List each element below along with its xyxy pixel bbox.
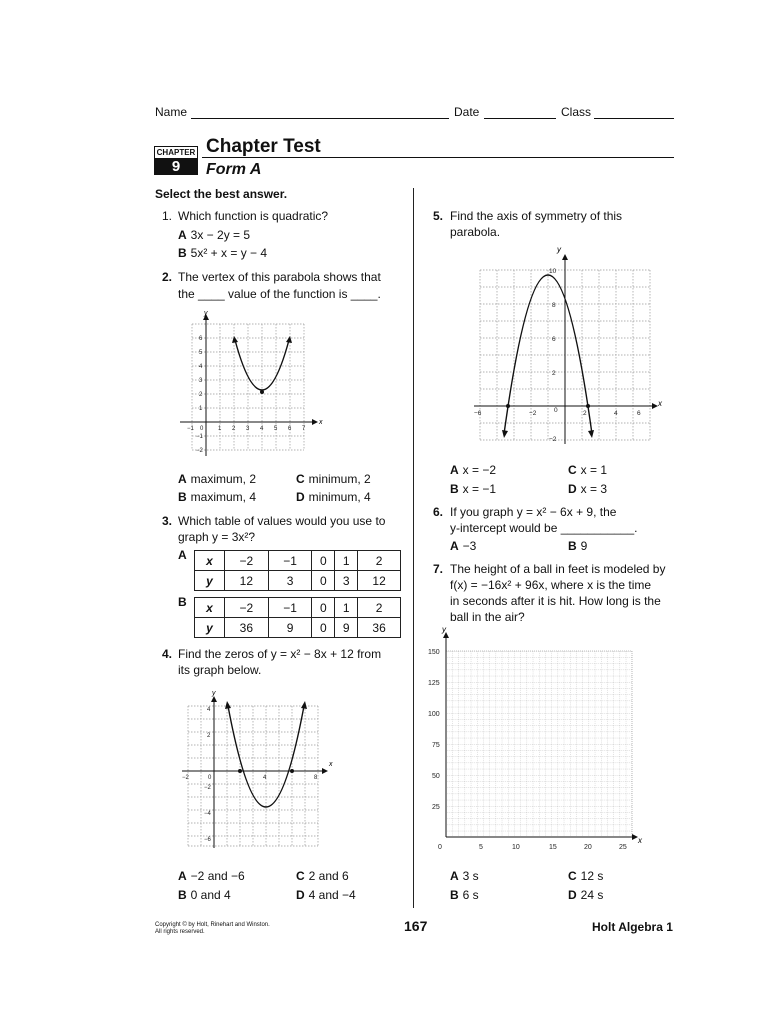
- q7-option-a[interactable]: [450, 868, 479, 884]
- q4-y-tick: 2: [207, 733, 211, 739]
- q7-x-axis-label: x: [638, 836, 642, 845]
- q4-y-tick: −4: [204, 811, 211, 817]
- option-text: −2 and −6: [190, 869, 245, 883]
- q2-y-tick: 4: [199, 364, 203, 370]
- q4-text-line1: Find the zeros of y = x² − 8x + 12 from: [178, 647, 382, 661]
- page-title: Chapter Test: [206, 136, 321, 157]
- q7-option-b[interactable]: [450, 887, 479, 903]
- option-letter: A: [178, 228, 187, 242]
- q5-y-axis-label: y: [557, 245, 561, 254]
- date-field[interactable]: [484, 104, 556, 119]
- option-text: minimum, 4: [308, 490, 371, 504]
- class-label: Class: [561, 105, 592, 119]
- q5-option-d[interactable]: [568, 481, 607, 497]
- table-cell: −2: [225, 598, 269, 618]
- table-cell: −1: [268, 551, 312, 571]
- copyright-line1: Copyright © by Holt, Rinehart and Winston.: [155, 922, 270, 928]
- q4-option-b[interactable]: [178, 887, 231, 903]
- q2-y-tick: 1: [199, 406, 203, 412]
- table-cell: 0: [312, 551, 335, 571]
- q5-y-tick: 2: [552, 370, 556, 377]
- q2-option-d[interactable]: [296, 489, 371, 505]
- q2-option-b[interactable]: [178, 489, 256, 505]
- q7-x-tick: 10: [512, 844, 520, 851]
- book-title: Holt Algebra 1: [592, 920, 673, 934]
- q4-x-tick: 8: [314, 775, 318, 781]
- q7-option-c[interactable]: [568, 868, 603, 884]
- table-header-cell: x: [195, 551, 225, 571]
- q5-y-tick: 10: [549, 268, 557, 275]
- table-cell: 9: [268, 618, 312, 638]
- q4-zero-point: [238, 769, 242, 773]
- table-header-cell: y: [195, 571, 225, 591]
- table-cell: 0: [312, 598, 335, 618]
- q7-y-tick: 75: [432, 742, 440, 749]
- option-text: 12 s: [580, 869, 604, 883]
- q5-y-tick: 8: [552, 302, 556, 309]
- option-text: 3 s: [462, 869, 479, 883]
- table-cell: 2: [358, 551, 401, 571]
- q7-text-line2: f(x) = −16x² + 96x, where x is the time: [450, 578, 652, 592]
- page-number: 167: [404, 918, 428, 934]
- table-header-cell: x: [195, 598, 225, 618]
- q3-number: 3.: [162, 514, 173, 528]
- q5-option-c[interactable]: [568, 462, 607, 478]
- table-cell: 0: [312, 571, 335, 591]
- q6-text-line2: y-intercept would be ___________.: [450, 521, 638, 535]
- option-text: 6 s: [462, 888, 479, 902]
- q4-x-tick: −2: [182, 775, 189, 781]
- q7-y-tick: 25: [432, 804, 440, 811]
- table-cell: 36: [225, 618, 269, 638]
- option-text: maximum, 4: [190, 490, 257, 504]
- option-text: −3: [462, 539, 477, 553]
- date-label: Date: [454, 105, 480, 119]
- q4-x-axis-label: x: [329, 761, 333, 768]
- q4-option-d[interactable]: [296, 887, 356, 903]
- q2-y-tick: 5: [199, 350, 203, 356]
- q7-y-axis-label: y: [442, 625, 446, 634]
- q2-text-line2: the ____ value of the function is ____.: [178, 287, 381, 301]
- table-cell: 1: [335, 551, 358, 571]
- q5-text-line2: parabola.: [450, 225, 501, 239]
- q4-zero-point: [290, 769, 294, 773]
- option-letter: C: [568, 463, 577, 477]
- table-cell: 2: [358, 598, 401, 618]
- q2-number: 2.: [162, 270, 173, 284]
- q6-number: 6.: [433, 505, 444, 519]
- chapter-number-badge: 9: [154, 158, 198, 175]
- option-letter: C: [296, 869, 305, 883]
- table-cell: −1: [268, 598, 312, 618]
- option-letter: A: [178, 472, 187, 486]
- q2-y-tick: 6: [199, 336, 203, 342]
- q4-y-tick: −6: [204, 837, 211, 843]
- q5-x-tick: 0: [554, 407, 558, 414]
- table-row: [195, 571, 401, 591]
- q5-option-b[interactable]: [450, 481, 496, 497]
- q3-table-a-letter[interactable]: A: [178, 548, 187, 562]
- q1-option-a[interactable]: [178, 227, 250, 243]
- q7-x-tick: 5: [479, 844, 483, 851]
- form-subtitle: Form A: [206, 161, 262, 178]
- table-header-cell: y: [195, 618, 225, 638]
- option-text: 4 and −4: [308, 888, 356, 902]
- title-rule: [202, 157, 674, 158]
- q2-vertex-point: [260, 390, 264, 394]
- q5-option-a[interactable]: [450, 462, 496, 478]
- table-cell: 1: [335, 598, 358, 618]
- option-letter: C: [296, 472, 305, 486]
- q5-x-tick: 2: [583, 410, 587, 417]
- class-field[interactable]: [594, 104, 674, 119]
- q7-x-tick: 20: [584, 844, 592, 851]
- option-letter: B: [178, 490, 187, 504]
- q4-y-tick: 4: [207, 707, 211, 713]
- option-text: x = 1: [580, 463, 608, 477]
- option-text: minimum, 2: [308, 472, 371, 486]
- instructions: Select the best answer.: [155, 187, 288, 201]
- q5-x-tick: −6: [474, 410, 482, 417]
- q3-text-line2: graph y = 3x²?: [178, 530, 256, 544]
- q7-text-line4: ball in the air?: [450, 610, 525, 624]
- q4-y-tick: −2: [204, 785, 211, 791]
- option-text: 24 s: [580, 888, 604, 902]
- column-divider: [413, 188, 414, 908]
- q2-text-line1: The vertex of this parabola shows that: [178, 270, 381, 284]
- q2-x-tick: 2: [232, 426, 236, 432]
- q5-zero-point: [586, 404, 590, 408]
- option-text: x = −2: [462, 463, 497, 477]
- q7-grid: [420, 620, 660, 856]
- table-row: [195, 598, 401, 618]
- option-letter: B: [568, 539, 577, 553]
- q7-option-d[interactable]: [568, 887, 603, 903]
- table-row: [195, 551, 401, 571]
- q3-table-a[interactable]: [194, 550, 401, 591]
- option-text: 2 and 6: [308, 869, 349, 883]
- q2-x-tick: 4: [260, 426, 264, 432]
- q4-y-axis-label: y: [212, 690, 216, 697]
- q7-number: 7.: [433, 562, 444, 576]
- q5-x-axis-label: x: [658, 399, 662, 408]
- q7-y-tick: 150: [428, 649, 440, 656]
- option-letter: D: [568, 482, 577, 496]
- q2-y-tick: −2: [196, 448, 203, 454]
- option-letter: B: [178, 246, 187, 260]
- q2-x-tick: 1: [218, 426, 222, 432]
- table-cell: 12: [358, 571, 401, 591]
- q7-text-line3: in seconds after it is hit. How long is the: [450, 594, 661, 608]
- q4-text-line2: its graph below.: [178, 663, 262, 677]
- q5-text-line1: Find the axis of symmetry of this: [450, 209, 623, 223]
- q5-number: 5.: [433, 209, 444, 223]
- option-text: 0 and 4: [190, 888, 231, 902]
- q4-graph: [178, 686, 338, 852]
- q4-option-c[interactable]: [296, 868, 349, 884]
- name-field[interactable]: [191, 104, 449, 119]
- q3-text-line1: Which table of values would you use to: [178, 514, 386, 528]
- table-cell: 12: [225, 571, 269, 591]
- q6-option-b[interactable]: [568, 538, 587, 554]
- q3-table-b-letter[interactable]: B: [178, 595, 187, 609]
- q1-text: Which function is quadratic?: [178, 209, 329, 223]
- q2-y-axis-label: y: [204, 310, 208, 317]
- q7-y-tick: 100: [428, 711, 440, 718]
- option-letter: C: [568, 869, 577, 883]
- table-cell: 9: [335, 618, 358, 638]
- copyright-line2: All rights reserved.: [155, 929, 205, 935]
- q2-y-tick: 3: [199, 378, 203, 384]
- option-text: x = −1: [462, 482, 497, 496]
- q2-x-tick: 7: [302, 426, 306, 432]
- q2-x-tick: −1: [187, 426, 194, 432]
- q2-option-a[interactable]: [178, 471, 256, 487]
- q7-y-tick: 50: [432, 773, 440, 780]
- q7-x-tick: 15: [549, 844, 557, 851]
- option-letter: A: [450, 869, 459, 883]
- option-letter: D: [296, 490, 305, 504]
- q2-graph: [172, 306, 332, 462]
- option-letter: B: [178, 888, 187, 902]
- option-letter: A: [450, 463, 459, 477]
- q4-x-tick: 4: [263, 775, 267, 781]
- q2-x-tick: 3: [246, 426, 250, 432]
- q5-y-tick: 6: [552, 336, 556, 343]
- option-letter: A: [178, 869, 187, 883]
- option-letter: D: [568, 888, 577, 902]
- q5-x-tick: 4: [614, 410, 618, 417]
- q6-option-a[interactable]: [450, 538, 476, 554]
- option-letter: B: [450, 482, 459, 496]
- q1-option-b[interactable]: [178, 245, 267, 261]
- q1-number: 1.: [162, 209, 173, 223]
- q5-x-tick: 6: [637, 410, 641, 417]
- table-cell: 3: [335, 571, 358, 591]
- q2-x-tick: 5: [274, 426, 278, 432]
- table-cell: 3: [268, 571, 312, 591]
- q7-y-tick: 125: [428, 680, 440, 687]
- name-label: Name: [155, 105, 188, 119]
- q6-text-line1: If you graph y = x² − 6x + 9, the: [450, 505, 617, 519]
- q4-option-a[interactable]: [178, 868, 245, 884]
- q5-graph: [470, 240, 670, 446]
- option-text: x = 3: [580, 482, 608, 496]
- q7-text-line1: The height of a ball in feet is modeled by: [450, 562, 666, 576]
- q4-number: 4.: [162, 647, 173, 661]
- option-text: maximum, 2: [190, 472, 257, 486]
- q7-x-tick: 0: [438, 844, 442, 851]
- option-letter: A: [450, 539, 459, 553]
- option-text: 9: [580, 539, 588, 553]
- chapter-word-badge: CHAPTER: [154, 146, 198, 159]
- q2-y-tick: 2: [199, 392, 203, 398]
- table-cell: 0: [312, 618, 335, 638]
- q2-x-tick: 6: [288, 426, 292, 432]
- table-cell: −2: [225, 551, 269, 571]
- q2-x-tick: 0: [200, 426, 204, 432]
- option-letter: D: [296, 888, 305, 902]
- option-letter: B: [450, 888, 459, 902]
- q2-option-c[interactable]: [296, 471, 371, 487]
- table-cell: 36: [358, 618, 401, 638]
- q3-table-b[interactable]: [194, 597, 401, 638]
- q7-x-tick: 25: [619, 844, 627, 851]
- q4-x-tick: 0: [208, 775, 212, 781]
- q5-x-tick: −2: [529, 410, 537, 417]
- q5-y-tick: −2: [549, 436, 557, 443]
- q5-zero-point: [506, 404, 510, 408]
- option-text: 5x² + x = y − 4: [190, 246, 268, 260]
- q2-y-tick: −1: [196, 434, 203, 440]
- table-row: [195, 618, 401, 638]
- option-text: 3x − 2y = 5: [190, 228, 251, 242]
- q2-x-axis-label: x: [319, 419, 323, 426]
